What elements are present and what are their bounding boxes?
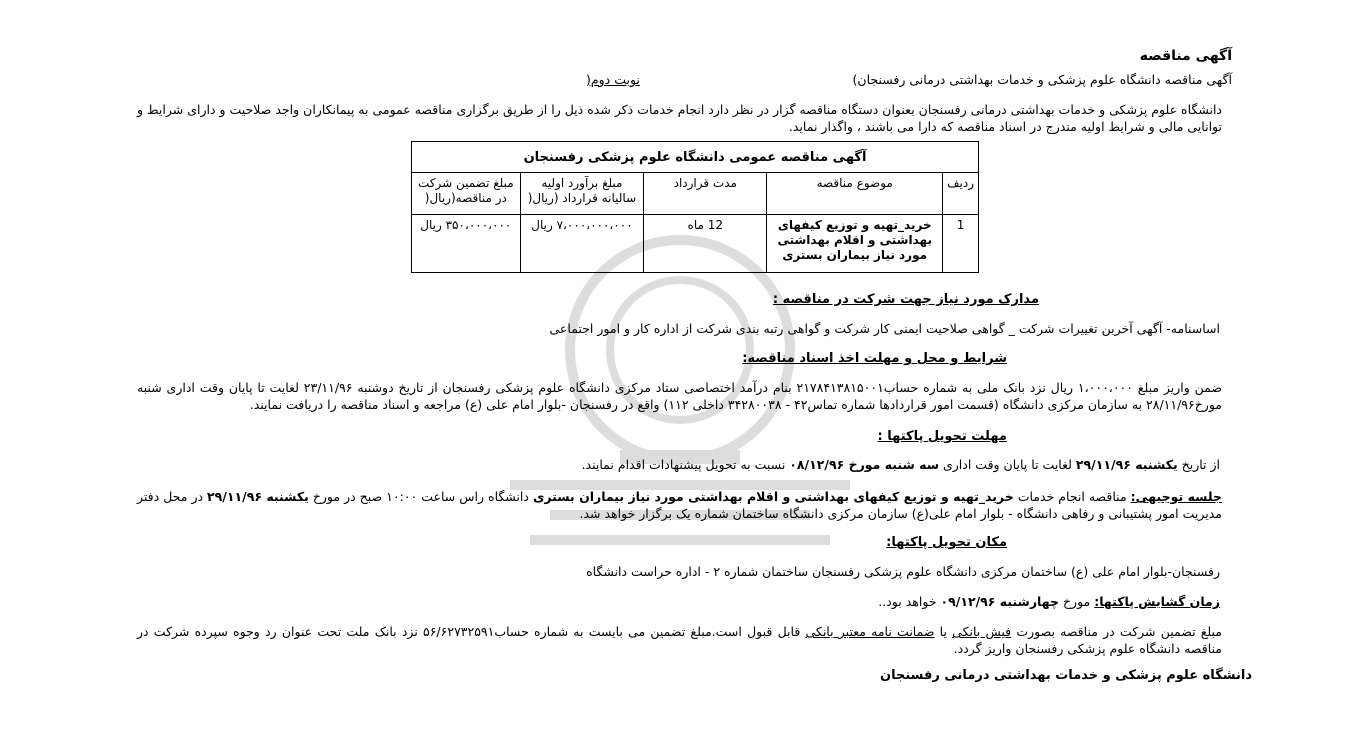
cell-row-number: 1 [943,215,979,273]
docs-heading: مدارک مورد نیاز جهت شرکت در مناقصه : [772,292,1039,307]
tender-table [411,141,979,273]
header-estimate: مبلغ برآورد اولیه سالیانه قرارداد (ریال( [520,173,644,215]
delivery-place-heading: مکان تحویل پاکتها: [886,535,1007,550]
opening-text: زمان گشایش پاکتها: مورخ چهارشنبه ۰۹/۱۲/۹۶ خواهد بود.. [878,594,1220,609]
intro-paragraph: دانشگاه علوم پزشکی و خدمات بهداشتی درمانی رفسنجان بعنوان دستگاه مناقصه گزار در نظر دارد انجام خدمات ذکر شده ذیل را از طریق برگزاری مناقصه عمومی به پیمانکاران واجد صلاحیت و دارای شرایط و توانایی مالی و شرایط اولیه مندرج در اسناد مناقصه که دارا می باشند ، واگذار نماید. [137,102,1222,134]
cell-duration: 12 ماه [644,215,767,273]
header-duration: مدت قرارداد [644,173,767,215]
cell-estimate: ۷،۰۰۰،۰۰۰،۰۰۰ ریال [520,215,644,273]
footer-signature: دانشگاه علوم پزشکی و خدمات بهداشتی درمانی رفسنجان [880,668,1252,683]
briefing-text: جلسه توجیهی: مناقصه انجام خدمات خرید_تهیه و توزیع کیفهای بهداشتی و اقلام بهداشتی مورد نیاز بیماران بستری دانشگاه راس ساعت ۱۰:۰۰ صبح در مورخ یکشنبه ۲۹/۱۱/۹۶ در محل دفتر مدیریت امور پشتیبانی و رفاهی دانشگاه - بلوار امام علی(ع) سازمان مرکزی دانشگاه ساختمان شماره یک برگزار خواهد شد. [137,489,1222,521]
header-row-number: ردیف [943,173,979,215]
briefing-label: جلسه توجیهی: [1130,489,1222,504]
cell-guarantee: ۳۵۰،۰۰۰،۰۰۰ ریال [412,215,521,273]
docs-text: اساسنامه- آگهی آخرین تغییرات شرکت _ گواهی صلاحیت ایمنی کار شرکت و گواهی رتبه بندی شرکت از اداره کار و امور اجتماعی [549,321,1220,336]
notice-series: نوبت دوم( [586,72,640,87]
delivery-place-text: رفسنجان-بلوار امام علی (ع) ساختمان مرکزی دانشگاه علوم پزشکی رفسنجان ساختمان شماره ۲ - اداره حراست دانشگاه [586,564,1220,579]
header-subject: موضوع مناقصه [767,173,943,215]
guarantee-note: مبلغ تضمین شرکت در مناقصه بصورت فیش بانکی یا ضمانت نامه معتبر بانکی قابل قبول است.مبلغ تضمین می بایست به شماره حساب۵۶/۶۲۷۳۲۵۹۱ نزد بانک ملت تحت عنوان رد وجوه سپرده شرکت در مناقصه دانشگاه علوم پزشکی رفسنجان واریز گردد. [137,624,1223,656]
deadline-text: از تاریخ یکشنبه ۲۹/۱۱/۹۶ لغایت تا پایان وقت اداری سه شنبه مورخ ۰۸/۱۲/۹۶ نسبت به تحویل پیشنهادات اقدام نمایند. [581,457,1220,472]
deadline-heading: مهلت تحویل پاکتها : [877,429,1007,444]
header-guarantee: مبلغ تضمین شرکت در مناقصه(ریال( [412,173,521,215]
notice-title: آگهی مناقصه [1139,48,1232,64]
conditions-heading: شرایط و محل و مهلت اخذ اسناد مناقصه: [742,351,1007,366]
table-caption: آگهی مناقصه عمومی دانشگاه علوم پزشکی رفسنجان [412,142,979,173]
cell-subject: خرید_تهیه و توزیع کیفهای بهداشتی و اقلام بهداشتی مورد نیاز بیماران بستری [767,215,943,273]
opening-label: زمان گشایش پاکتها: [1094,594,1220,609]
conditions-text: ضمن واریز مبلغ ۱،۰۰۰،۰۰۰ ریال نزد بانک ملی به شماره حساب۲۱۷۸۴۱۳۸۱۵۰۰۱ بنام درآمد اختصاصی ستاد مرکزی دانشگاه علوم پزشکی رفسنجان از تاریخ دوشنبه ۲۳/۱۱/۹۶ لغایت تا پایان وقت اداری شنبه مورخ۲۸/۱۱/۹۶ به سازمان مرکزی دانشگاه (قسمت امور قراردادها شماره تماس۴۲ - ۳۴۲۸۰۰۳۸ داخلی ۱۱۲) واقع در رفسنجان -بلوار امام علی (ع) مراجعه و اسناد مناقصه را دریافت نمایند. [137,380,1222,412]
notice-subtitle: آگهی مناقصه دانشگاه علوم پزشکی و خدمات بهداشتی درمانی رفسنجان) [852,72,1232,87]
